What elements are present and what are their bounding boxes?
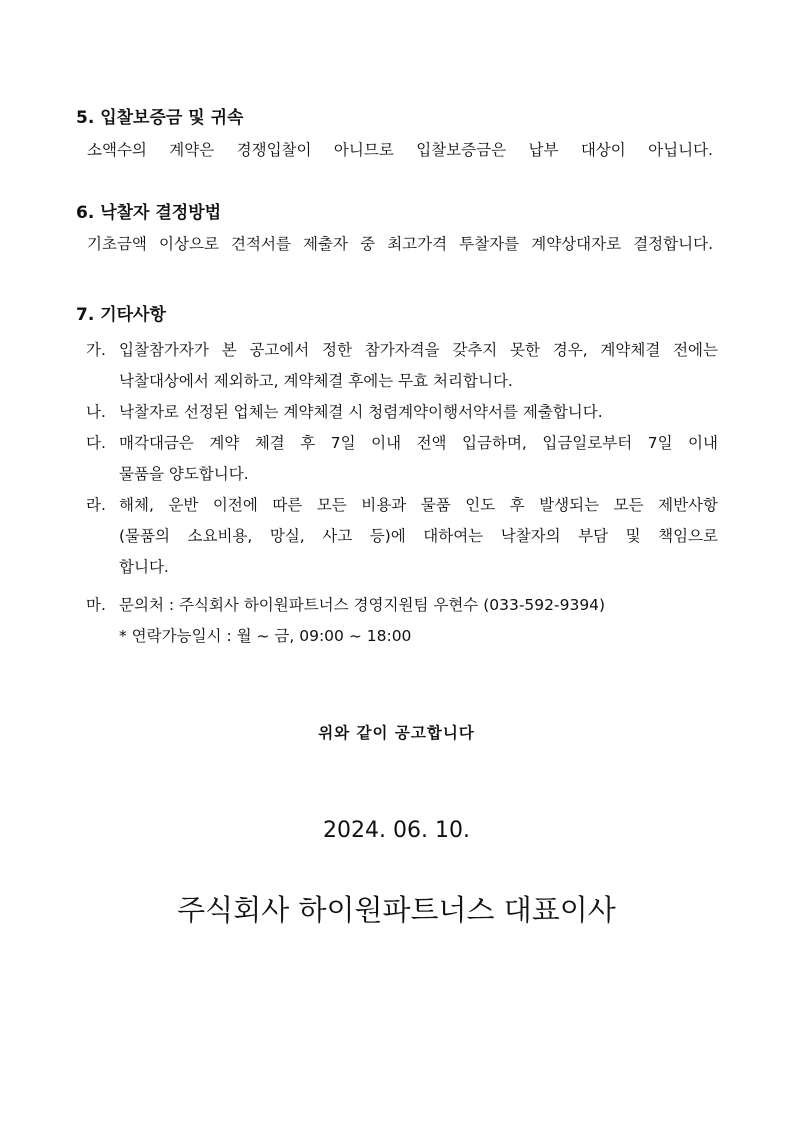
- list-item-line: (물품의 소요비용, 망실, 사고 등)에 대하여는 낙찰자의 부담 및 책임으로: [119, 527, 718, 545]
- list-item-line: 물품을 양도합니다.: [119, 465, 249, 483]
- list-item-marker: 나.: [86, 403, 106, 421]
- list-item-line: 합니다.: [119, 558, 169, 576]
- section-5-body: 소액수의 계약은 경쟁입찰이 아니므로 입찰보증금은 납부 대상이 아닙니다.: [87, 141, 713, 159]
- issuer-signature: 주식회사 하이원파트너스 대표이사: [177, 893, 616, 927]
- list-item-marker: 가.: [86, 341, 106, 359]
- section-6-body: 기초금액 이상으로 견적서를 제출자 중 최고가격 투찰자를 계약상대자로 결정합니다.: [87, 235, 713, 253]
- section-5-heading: 5. 입찰보증금 및 귀속: [76, 108, 244, 128]
- section-7-heading: 7. 기타사항: [76, 305, 166, 325]
- section-6-heading: 6. 낙찰자 결정방법: [76, 203, 222, 223]
- contact-line: 문의처 : 주식회사 하이원파트너스 경영지원팀 우현수 (033-592-9394): [119, 596, 606, 614]
- list-item-line: 매각대금은 계약 체결 후 7일 이내 전액 입금하며, 입금일로부터 7일 이내: [119, 434, 718, 452]
- list-item-marker: 마.: [86, 596, 106, 614]
- contact-hours-note: * 연락가능일시 : 월 ~ 금, 09:00 ~ 18:00: [119, 627, 412, 645]
- announcement-date: 2024. 06. 10.: [323, 818, 470, 843]
- list-item-line: 낙찰대상에서 제외하고, 계약체결 후에는 무효 처리합니다.: [119, 372, 513, 390]
- list-item-line: 낙찰자로 선정된 업체는 계약체결 시 청렴계약이행서약서를 제출합니다.: [119, 403, 603, 421]
- list-item-marker: 라.: [86, 496, 106, 514]
- list-item-line: 해체, 운반 이전에 따른 모든 비용과 물품 인도 후 발생되는 모든 제반사항: [119, 496, 718, 514]
- list-item-line: 입찰참가자가 본 공고에서 정한 참가자격을 갖추지 못한 경우, 계약체결 전에는: [119, 341, 718, 359]
- closing-statement: 위와 같이 공고합니다: [318, 724, 475, 742]
- list-item-marker: 다.: [86, 434, 106, 452]
